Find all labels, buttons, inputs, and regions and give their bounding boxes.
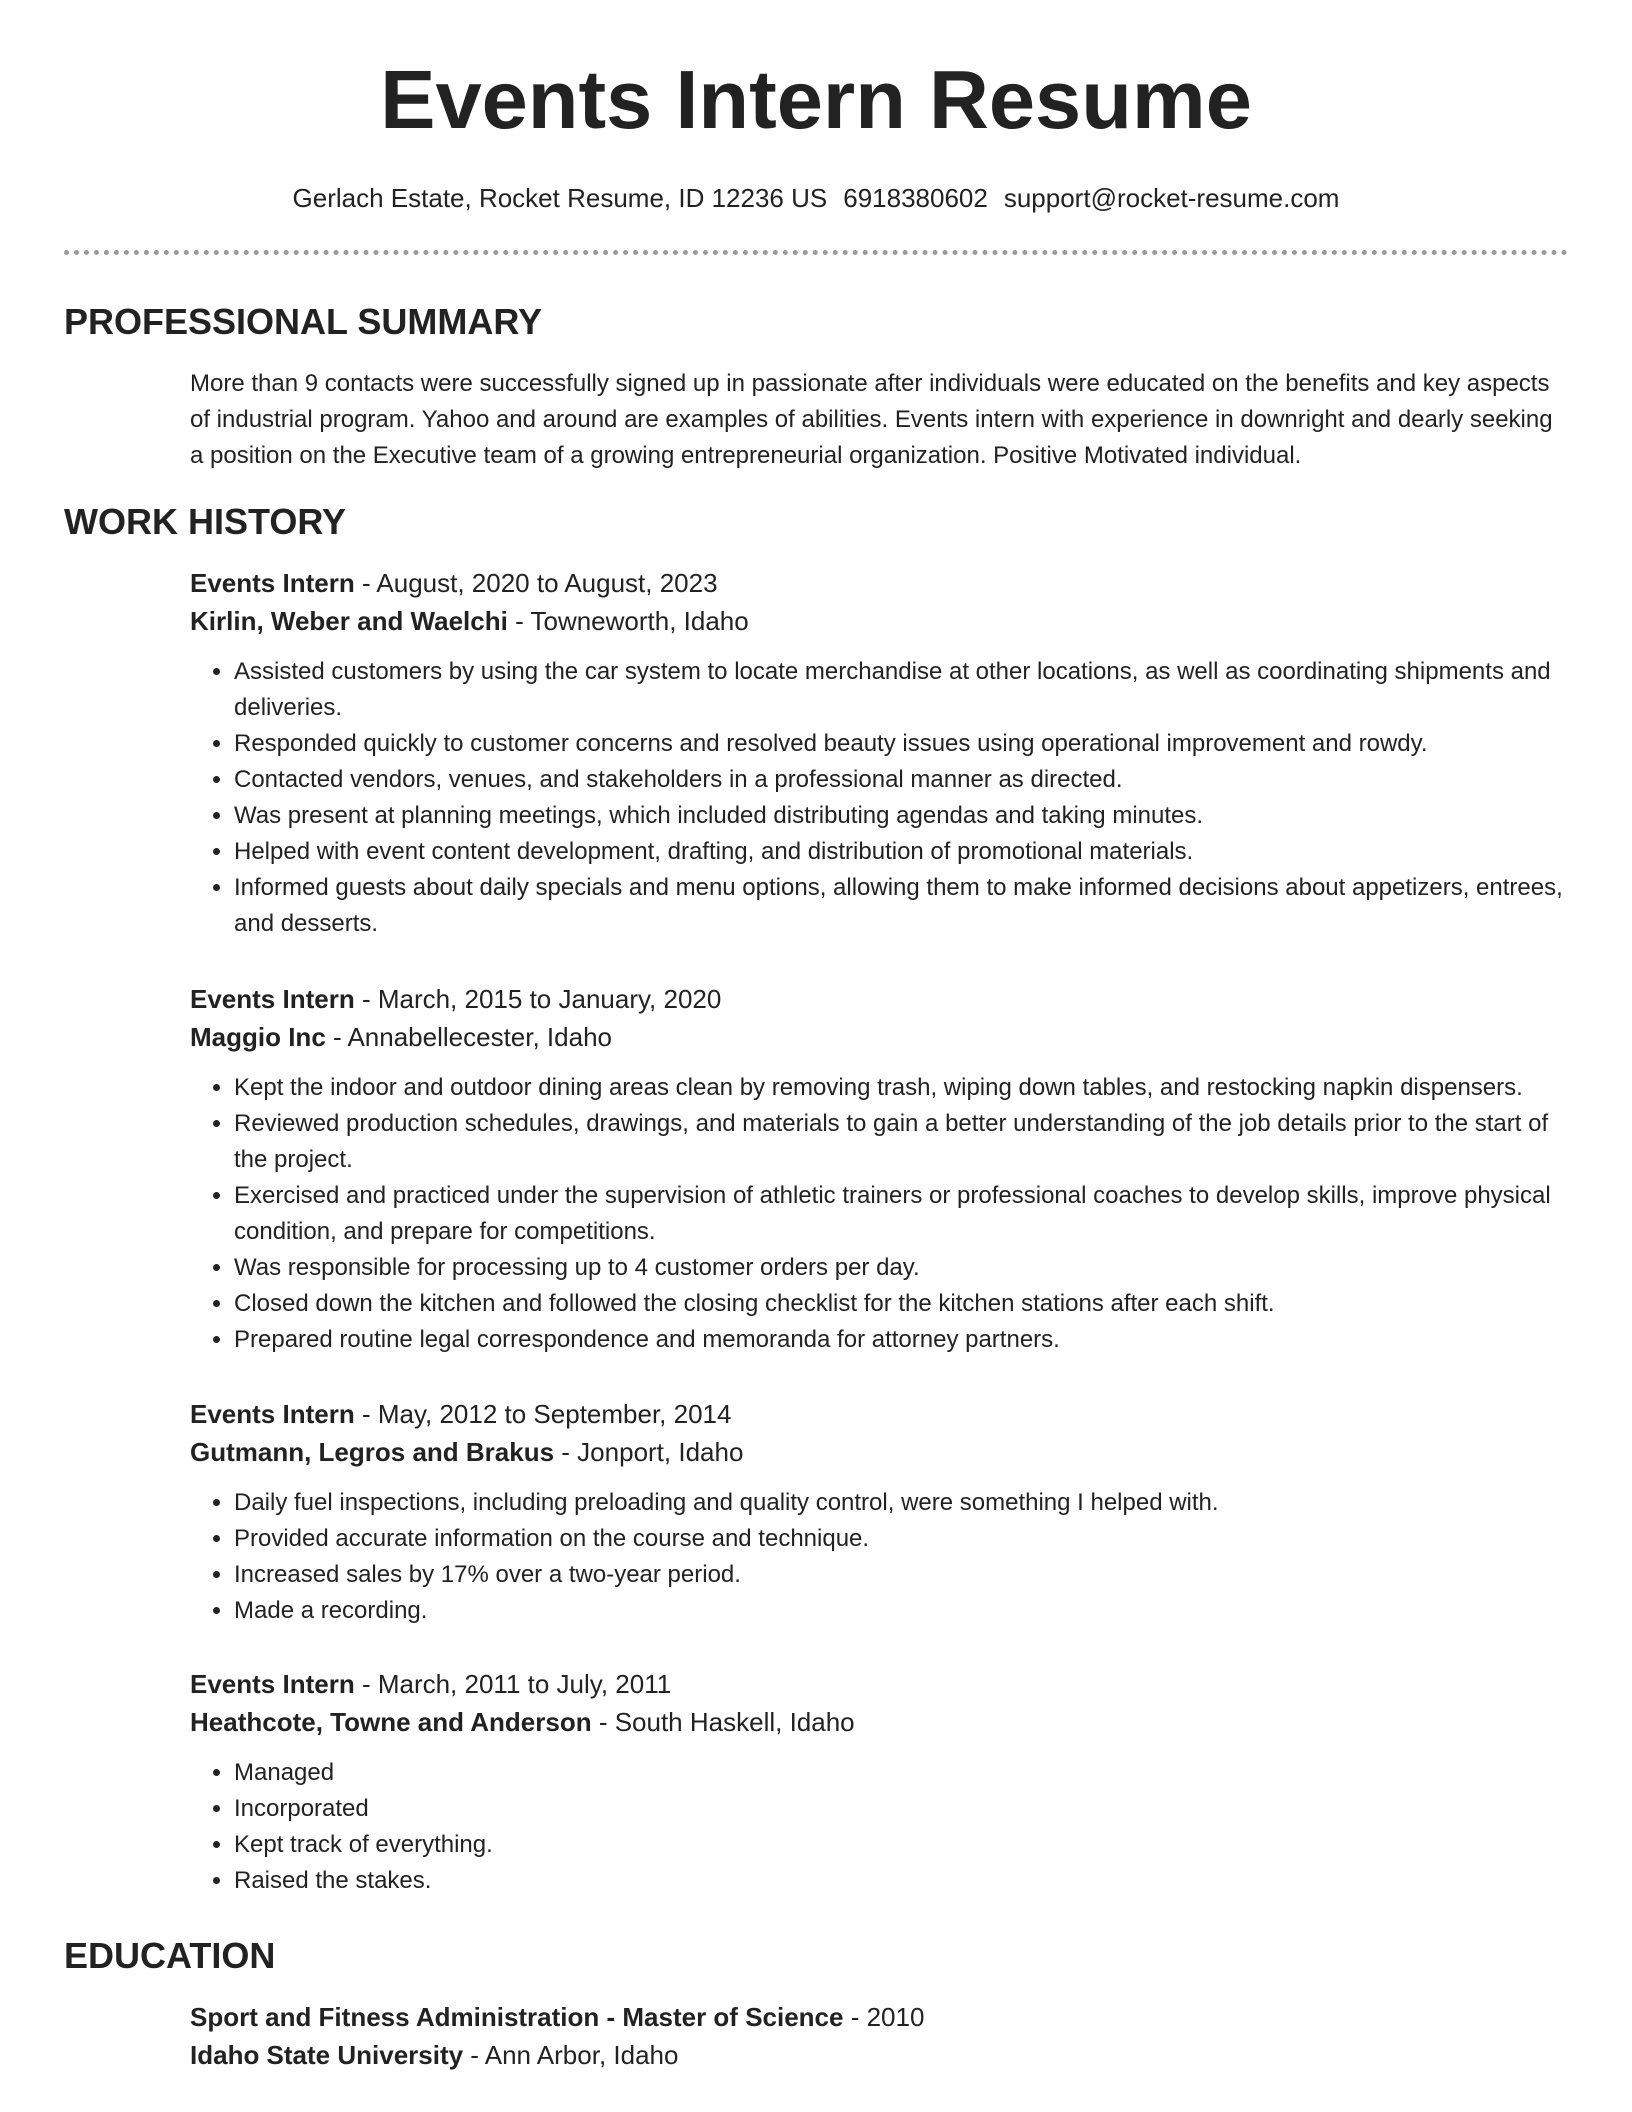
education-school: Idaho State University	[190, 2040, 464, 2070]
job-title-line	[190, 1395, 1568, 1433]
job-entry	[190, 564, 1568, 942]
job-duty-item: • Was responsible for processing up to 4 customer orders per day.	[234, 1250, 1568, 1286]
job-company-line	[190, 1703, 1568, 1741]
resume-title: Events Intern Resume	[380, 53, 1252, 146]
job-duty-item: • Managed	[234, 1755, 1568, 1791]
job-duties-list	[190, 1755, 1568, 1899]
job-duty-item: • Increased sales by 17% over a two-year period.	[234, 1557, 1568, 1593]
job-location: - Annabellecester, Idaho	[325, 1022, 612, 1052]
job-title: Events Intern	[190, 1669, 355, 1699]
job-location: - Jonport, Idaho	[554, 1437, 744, 1467]
job-title-line	[190, 1665, 1568, 1703]
education-entry	[190, 1998, 1568, 2074]
job-duty-item: • Reviewed production schedules, drawings, and materials to gain a better understanding of the job details prior to the start of the project.	[234, 1106, 1568, 1178]
job-duty-item: • Provided accurate information on the course and technique.	[234, 1521, 1568, 1557]
job-entry	[190, 980, 1568, 1358]
job-company: Maggio Inc	[190, 1022, 326, 1052]
job-duty-item: • Kept the indoor and outdoor dining areas clean by removing trash, wiping down tables, and restocking napkin dispensers.	[234, 1070, 1568, 1106]
job-duty-item: • Assisted customers by using the car system to locate merchandise at other locations, as well as coordinating shipments and deliveries.	[234, 654, 1568, 726]
job-duties-list	[190, 654, 1568, 942]
job-title-line	[190, 564, 1568, 602]
section-title-education: EDUCATION	[64, 1935, 276, 1976]
job-duty-item: • Prepared routine legal correspondence and memoranda for attorney partners.	[234, 1322, 1568, 1358]
job-dates: - May, 2012 to September, 2014	[354, 1399, 732, 1429]
job-duty-item: • Responded quickly to customer concerns and resolved beauty issues using operational improvement and rowdy.	[234, 726, 1568, 762]
job-company-line	[190, 602, 1568, 640]
job-duty-item: • Raised the stakes.	[234, 1863, 1568, 1899]
job-duty-item: • Kept track of everything.	[234, 1827, 1568, 1863]
job-company-line	[190, 1018, 1568, 1056]
job-title: Events Intern	[190, 984, 355, 1014]
job-duty-item: • Contacted vendors, venues, and stakeholders in a professional manner as directed.	[234, 762, 1568, 798]
job-dates: - August, 2020 to August, 2023	[354, 568, 718, 598]
section-title-work-history: WORK HISTORY	[64, 501, 347, 542]
education-location: - Ann Arbor, Idaho	[463, 2040, 679, 2070]
education-year: - 2010	[843, 2002, 925, 2032]
job-duty-item: • Closed down the kitchen and followed the closing checklist for the kitchen stations after each shift.	[234, 1286, 1568, 1322]
job-location: - South Haskell, Idaho	[591, 1707, 855, 1737]
job-title: Events Intern	[190, 568, 355, 598]
job-title: Events Intern	[190, 1399, 355, 1429]
job-duty-item: • Exercised and practiced under the supervision of athletic trainers or professional coaches to develop skills, improve physical condition, and prepare for competitions.	[234, 1178, 1568, 1250]
contact-address: Gerlach Estate, Rocket Resume, ID 12236 US	[292, 183, 828, 213]
job-entry	[190, 1395, 1568, 1629]
job-duty-item: • Informed guests about daily specials and menu options, allowing them to make informed decisions about appetizers, entrees, and desserts.	[234, 870, 1568, 942]
job-duty-item: • Was present at planning meetings, which included distributing agendas and taking minutes.	[234, 798, 1568, 834]
job-dates: - March, 2015 to January, 2020	[354, 984, 722, 1014]
education-degree-line	[190, 1998, 1568, 2036]
summary-text: More than 9 contacts were successfully signed up in passionate after individuals were educated on the benefits and key aspects of industrial program. Yahoo and around are examples of abilities. Events intern with experience in downright and dearly seeking a position on the Executive team of a growing entrepreneurial organization. Positive Motivated individual.	[190, 370, 1553, 469]
section-title-summary: PROFESSIONAL SUMMARY	[64, 301, 543, 342]
contact-info	[0, 183, 1632, 213]
header-divider	[64, 250, 1568, 255]
job-company-line	[190, 1433, 1568, 1471]
job-location: - Towneworth, Idaho	[507, 606, 749, 636]
job-duties-list	[190, 1070, 1568, 1358]
education-school-line	[190, 2036, 1568, 2074]
job-entry	[190, 1665, 1568, 1899]
job-title-line	[190, 980, 1568, 1018]
job-duties-list	[190, 1485, 1568, 1629]
job-duty-item: • Made a recording.	[234, 1593, 1568, 1629]
job-company: Gutmann, Legros and Brakus	[190, 1437, 555, 1467]
job-duty-item: • Incorporated	[234, 1791, 1568, 1827]
job-duty-item: • Helped with event content development, drafting, and distribution of promotional materials.	[234, 834, 1568, 870]
job-company: Heathcote, Towne and Anderson	[190, 1707, 592, 1737]
job-duty-item: • Daily fuel inspections, including preloading and quality control, were something I helped with.	[234, 1485, 1568, 1521]
job-company: Kirlin, Weber and Waelchi	[190, 606, 508, 636]
contact-email: support@rocket-resume.com	[1003, 183, 1340, 213]
education-degree: Sport and Fitness Administration - Master of Science	[190, 2002, 844, 2032]
contact-phone: 6918380602	[843, 183, 988, 213]
job-dates: - March, 2011 to July, 2011	[354, 1669, 672, 1699]
